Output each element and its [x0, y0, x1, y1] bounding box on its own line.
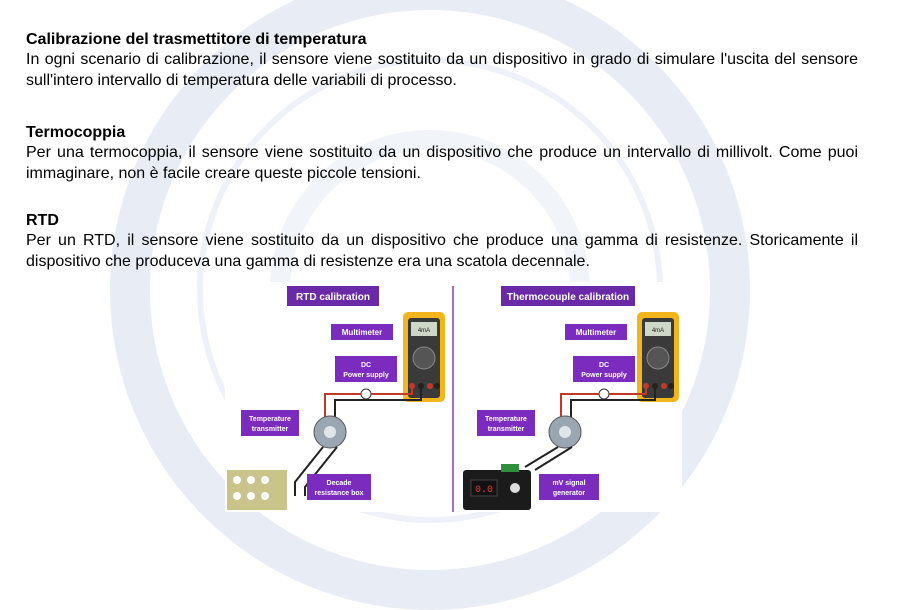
meter-reading: 4mA	[417, 328, 431, 334]
thermocouple-panel	[463, 286, 679, 510]
section-title: RTD	[26, 212, 59, 229]
dc-label-line2: Power supply	[343, 372, 389, 379]
transmitter-label-line1: Temperature	[485, 416, 527, 423]
dc-supply-icon	[599, 389, 609, 399]
dc-label-line2: Power supply	[581, 372, 627, 379]
tc-title: Thermocouple calibration	[506, 292, 630, 303]
generator-display: 0.0	[474, 485, 494, 496]
transmitter-label-line2: transmitter	[487, 426, 525, 433]
transmitter-label-line2: transmitter	[251, 426, 289, 433]
multimeter-label: Multimeter	[341, 328, 383, 337]
generator-label-line1: mV signal	[552, 480, 586, 487]
decade-box-icon	[227, 470, 287, 510]
dc-supply-icon	[361, 389, 371, 399]
transmitter-label-line1: Temperature	[249, 416, 291, 423]
dc-label-line1: DC	[598, 362, 610, 369]
multimeter-label: Multimeter	[575, 328, 617, 337]
rtd-title: RTD calibration	[296, 292, 370, 303]
section-rtd	[26, 211, 858, 272]
section-thermocouple	[26, 123, 858, 184]
rtd-panel	[227, 286, 445, 510]
section-body: Per una termocoppia, il sensore viene sostituito da un dispositivo che produce un intervallo di millivolt. Come puoi immaginare, non è facile creare queste piccole tensioni.	[26, 144, 858, 182]
section-body: In ogni scenario di calibrazione, il sensore viene sostituito da un dispositivo in grado di simulare l'uscita del sensore sull'intero intervallo di temperatura delle variabili di processo.	[26, 51, 858, 89]
calibration-diagram	[225, 282, 682, 512]
dc-label-line1: DC	[360, 362, 372, 369]
section-calibration	[26, 30, 858, 91]
section-body: Per un RTD, il sensore viene sostituito da un dispositivo che produce una gamma di resistenze. Storicamente il dispositivo che produceva una gamma di resistenze era una scatola decennale.	[26, 232, 858, 270]
meter-reading: 4mA	[651, 328, 665, 334]
decade-label-line2: resistance box	[314, 490, 364, 497]
section-title: Termocoppia	[26, 124, 126, 141]
calibration-figure	[225, 282, 682, 512]
generator-label-line2: generator	[552, 490, 586, 497]
section-title: Calibrazione del trasmettitore di temperatura	[26, 31, 367, 48]
decade-label-line1: Decade	[326, 480, 352, 487]
